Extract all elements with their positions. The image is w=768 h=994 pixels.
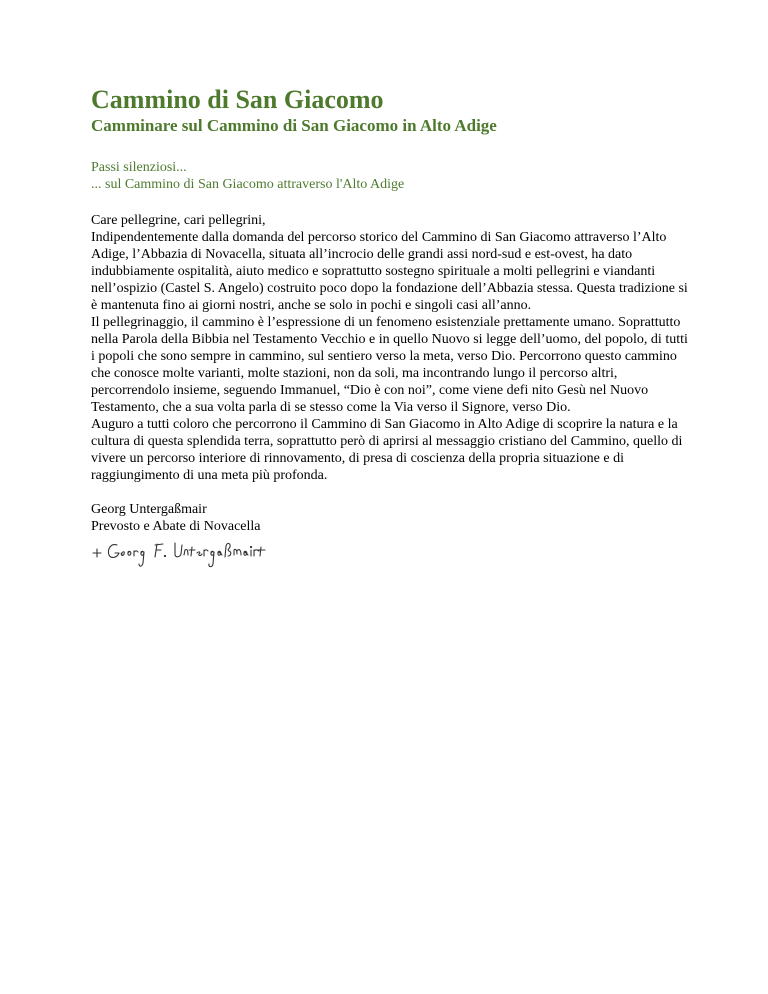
- page-subtitle: Camminare sul Cammino di San Giacomo in Alto Adige: [91, 116, 497, 135]
- paragraph-1: Indipendentemente dalla domanda del percorso storico del Cammino di San Giacomo attraverso l’Alto Adige, l’Abbazia di Novacella, situata all’incrocio delle grandi assi nord-sud e est-ovest, ha dato indubbiamente ospitalità, aiuto medico e soprattutto sostegno spirituale a molti pellegrini e viandanti nell’ospizio (Castel S. Angelo) costruito poco dopo la fondazione dell’Abbazia stessa. Questa tradizione si è mantenuta fino ai giorni nostri, anche se solo in pochi e singoli casi all’anno.: [91, 230, 688, 313]
- signatory-role: Prevosto e Abate di Novacella: [91, 519, 261, 534]
- letter-document: [91, 85, 691, 573]
- intro-line-1: Passi silenziosi...: [91, 160, 187, 175]
- handwritten-signature: [91, 537, 271, 573]
- salutation: Care pellegrine, cari pellegrini,: [91, 213, 266, 228]
- signature-block: [91, 501, 691, 573]
- paragraph-2: Il pellegrinaggio, il cammino è l’espressione di un fenomeno esistenziale prettamente umano. Soprattutto nella Parola della Bibbia nel Testamento Vecchio e in quello Nuovo si legge dell’uomo, del popolo, di tutti i popoli che sono sempre in cammino, sul sentiero verso la meta, verso Dio. Percorrono questo cammino che conosce molte varianti, molte stazioni, non da soli, ma incontrando lungo il percorso altri, percorrendolo insieme, seguendo Immanuel, “Dio è con noi”, come viene defi nito Gesù nel Nuovo Testamento, che a sua volta parla di se stesso come la Via verso il Signore, verso Dio.: [91, 315, 688, 415]
- page-title: Cammino di San Giacomo: [91, 85, 384, 114]
- intro-block: [91, 159, 691, 193]
- signatory-name: Georg Untergaßmair: [91, 502, 207, 517]
- paragraph-3: Auguro a tutti coloro che percorrono il Cammino di San Giacomo in Alto Adige di scoprire la natura e la cultura di questa splendida terra, soprattutto però di aprirsi al messaggio cristiano del Cammino, quello di vivere un percorso interiore di rinnovamento, di presa di coscienza della propria situazione e di raggiungimento di una meta più profonda.: [91, 417, 683, 483]
- intro-line-2: ... sul Cammino di San Giacomo attraverso l'Alto Adige: [91, 177, 405, 192]
- letter-body: [91, 212, 691, 484]
